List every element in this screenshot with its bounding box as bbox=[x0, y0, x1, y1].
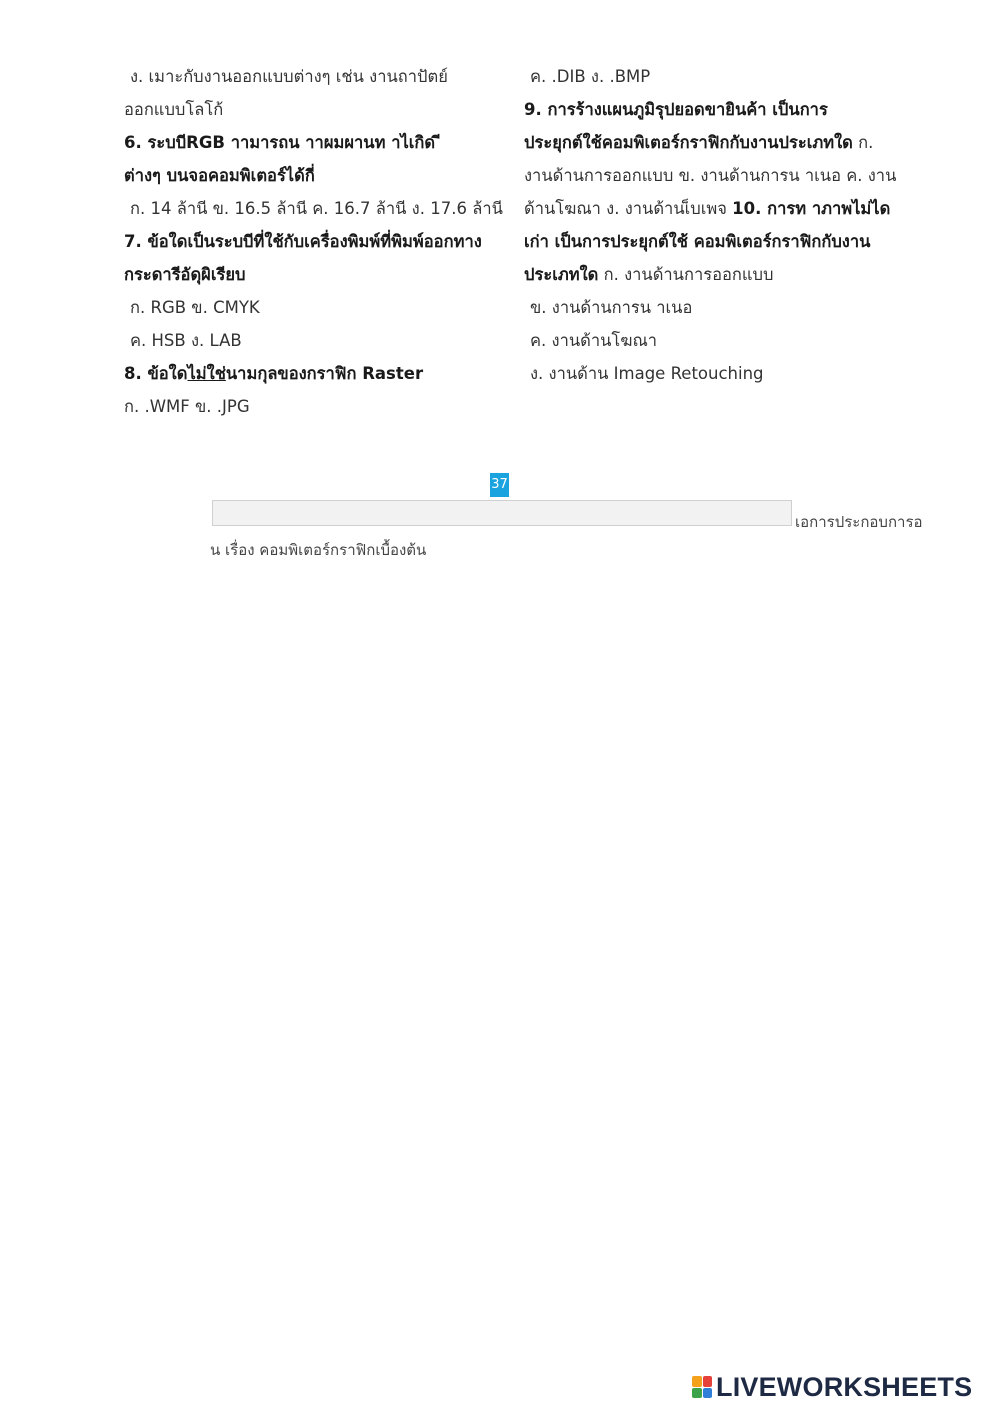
question-8-text bbox=[124, 357, 504, 390]
question-7-options-1: ก. RGB ข. CMYK bbox=[130, 298, 260, 317]
logo-square-2 bbox=[703, 1376, 713, 1387]
question-10-text-cont: เก่า เป็นการประยุกต์ใช้ คอมพิเตอร์กราฟิกกับงาน bbox=[524, 232, 871, 251]
question-10-option-c: ค. งานด้านโฆณา bbox=[530, 331, 658, 350]
question-10-text: 10. การท าภาพไม่ได bbox=[732, 199, 891, 218]
question-8-prefix: 8. ข้อใด bbox=[124, 364, 188, 383]
question-6-text-cont: ต่างๆ บนจอคอมพิเตอร์ได้กี่ bbox=[124, 166, 315, 185]
question-8-options-cont: ค. .DIB ง. .BMP bbox=[530, 67, 651, 86]
question-9-text: 9. การร้างแผนภูมิรุปยอดขายินค้า เป็นการ bbox=[524, 100, 828, 119]
logo-square-4 bbox=[703, 1388, 713, 1399]
footer-text: เอการประกอบการอ bbox=[795, 513, 923, 531]
question-9-option-a: ก. bbox=[852, 133, 874, 152]
question-6-options: ก. 14 ล้านี ข. 16.5 ล้านี ค. 16.7 ล้านี ง. 17.6 ล้านี bbox=[130, 199, 503, 218]
question-10-bold: ประเภทใด bbox=[524, 265, 599, 284]
question-10-option-b: ข. งานด้านการน าเนอ bbox=[530, 298, 693, 317]
liveworksheets-logo[interactable] bbox=[692, 1370, 972, 1404]
question-10-text-end bbox=[524, 258, 904, 291]
answer-input-box[interactable] bbox=[212, 500, 792, 526]
footer-text-cont: น เรื่อง คอมพิเตอร์กราฟิกเบื้องต้น bbox=[210, 541, 427, 559]
question-9-bold: ประยุกต์ใช้คอมพิเตอร์กราฟิกกับงานประเภทใด bbox=[524, 133, 853, 152]
left-column bbox=[124, 60, 504, 423]
question-9-options-cont bbox=[524, 192, 904, 225]
logo-square-3 bbox=[692, 1388, 702, 1399]
option-line: ง. เมาะกับงานออกแบบต่างๆ เช่น งานถาปัตย์ bbox=[130, 67, 448, 86]
brand-logo-icon bbox=[692, 1376, 712, 1398]
question-8-underlined: ไม่ใช่ bbox=[187, 364, 226, 383]
question-9-text-cont bbox=[524, 126, 904, 159]
page-number: 37 bbox=[490, 473, 509, 497]
question-7-text: 7. ข้อใดเป็นระบบีที่ใช้กับเครื่องพิมพ์ที่พิมพ์ออกทาง bbox=[124, 232, 482, 251]
question-8-suffix: นามกุลของกราฟิก Raster bbox=[225, 364, 424, 383]
question-7-options-2: ค. HSB ง. LAB bbox=[130, 331, 242, 350]
right-column bbox=[524, 60, 904, 390]
question-8-options: ก. .WMF ข. .JPG bbox=[124, 397, 250, 416]
question-10-option-d: ง. งานด้าน Image Retouching bbox=[530, 364, 764, 383]
text-line: ออกแบบโลโก้ bbox=[124, 100, 224, 119]
question-7-text-cont: กระดารีอัดุผิเรียบ bbox=[124, 265, 246, 284]
question-10-option-a: ก. งานด้านการออกแบบ bbox=[598, 265, 774, 284]
question-9-options-end: ด้านโฆณา ง. งานด้านเ็บเพจ bbox=[524, 199, 733, 218]
logo-square-1 bbox=[692, 1376, 702, 1387]
brand-name: LIVEWORKSHEETS bbox=[716, 1371, 973, 1402]
question-9-options: งานด้านการออกแบบ ข. งานด้านการน าเนอ ค. งาน bbox=[524, 166, 897, 185]
question-6-text: 6. ระบบีRGB าามารถน าาผมผานท าไเกิด ี bbox=[124, 133, 441, 152]
